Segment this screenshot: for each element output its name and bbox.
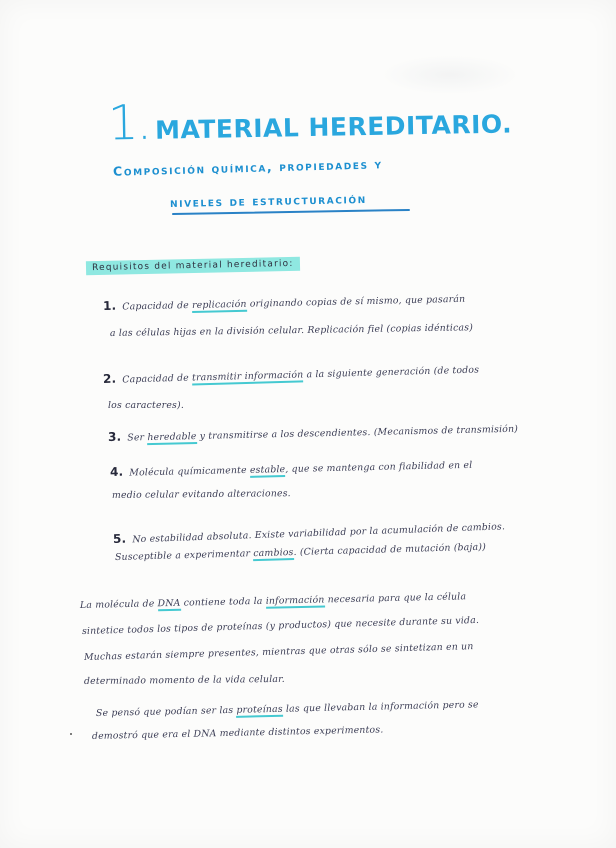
- requirement-item-1-line-1: [103, 291, 466, 313]
- requirement-2-text-b: a la siguiente generación (de todos: [303, 364, 480, 381]
- requirement-item-4-line-2: medio celular evitando alteraciones.: [111, 488, 291, 501]
- requirement-1-highlight: replicación: [191, 298, 247, 311]
- requirement-5-text-c: . (Cierta capacidad de mutación (baja)): [293, 541, 487, 559]
- requirements-heading: [86, 257, 300, 275]
- requirement-number-3: 3.: [107, 429, 122, 444]
- requirement-item-5-line-2: [115, 542, 486, 563]
- subtitle-line-2: niveles de estructuración: [169, 190, 367, 211]
- subtitle-underline: [172, 209, 410, 215]
- requirement-4-text-a: Molécula químicamente: [129, 464, 251, 479]
- requirement-5-text-b: Susceptible a experimentar: [114, 548, 254, 563]
- requirement-item-2-line-2: los caracteres).: [108, 400, 184, 411]
- requirement-1-text-a: Capacidad de: [122, 299, 193, 313]
- requirement-item-1-line-2: a las células hijas en la división celular. Replicación fiel (copias idénticas): [109, 322, 474, 339]
- paragraph-1-line-3: Muchas estarán siempre presentes, mientras que otras sólo se sintetizan en un: [83, 641, 474, 663]
- requirement-2-text-a: Capacidad de: [122, 372, 193, 386]
- requirements-heading-colon: :: [289, 258, 294, 269]
- paragraph-1-line-2: sintetice todos los tipos de proteínas (y productos) que necesite durante su vida.: [81, 614, 480, 637]
- requirement-3-text-b: y transmitirse a los descendientes. (Mecanismos de transmisión): [196, 423, 519, 442]
- subtitle-line-1: Composición química, propiedades y: [112, 156, 383, 179]
- requirement-4-highlight: estable: [249, 464, 286, 476]
- paper-speck: [70, 733, 72, 735]
- paragraph-1-text-c: necesaria para que la célula: [324, 591, 467, 606]
- title-number: 1.: [107, 94, 151, 152]
- requirement-2-highlight: transmitir información: [191, 369, 304, 384]
- requirement-5-highlight: cambios: [253, 547, 294, 560]
- paragraph-1-text-a: La molécula de: [79, 598, 158, 611]
- requirement-number-1: 1.: [102, 298, 117, 313]
- requirement-number-5: 5.: [112, 531, 127, 546]
- requirement-3-highlight: heredable: [147, 430, 197, 444]
- paragraph-1-line-4: determinado momento de la vida celular.: [83, 673, 285, 687]
- requirement-item-4-line-1: [110, 457, 473, 479]
- paragraph-1-highlight-info: información: [265, 594, 325, 607]
- requirement-number-2: 2.: [102, 371, 117, 386]
- requirement-1-text-b: originando copias de sí mismo, que pasarán: [246, 293, 466, 310]
- paragraph-2-line-2: demostró que era el DNA mediante distintos experimentos.: [91, 724, 384, 742]
- paragraph-1-text-b: contiene toda la: [180, 595, 266, 609]
- paragraph-2-text-b: las que llevaban la información pero se: [282, 699, 479, 715]
- page-title: [108, 88, 513, 151]
- title-text: MATERIAL HEREDITARIO.: [154, 109, 513, 145]
- requirement-5-text-a: No estabilidad absoluta. Existe variabilidad por la acumulación de cambios.: [132, 521, 506, 546]
- paragraph-2-line-1: [96, 699, 479, 719]
- paragraph-2-highlight: proteínas: [236, 703, 283, 716]
- requirement-4-text-b: , que se mantenga con fiabilidad en el: [285, 459, 473, 476]
- paragraph-1-highlight-dna: DNA: [157, 597, 181, 610]
- requirements-heading-text: Requisitos del material hereditario: [91, 258, 290, 274]
- paragraph-2-text-a: Se pensó que podían ser las: [95, 704, 237, 719]
- requirement-3-text-a: Ser: [127, 432, 148, 444]
- requirement-item-3-line-1: [108, 421, 518, 444]
- requirement-number-4: 4.: [109, 464, 124, 479]
- paragraph-1-line-1: [80, 591, 466, 611]
- requirement-item-2-line-1: [103, 361, 479, 385]
